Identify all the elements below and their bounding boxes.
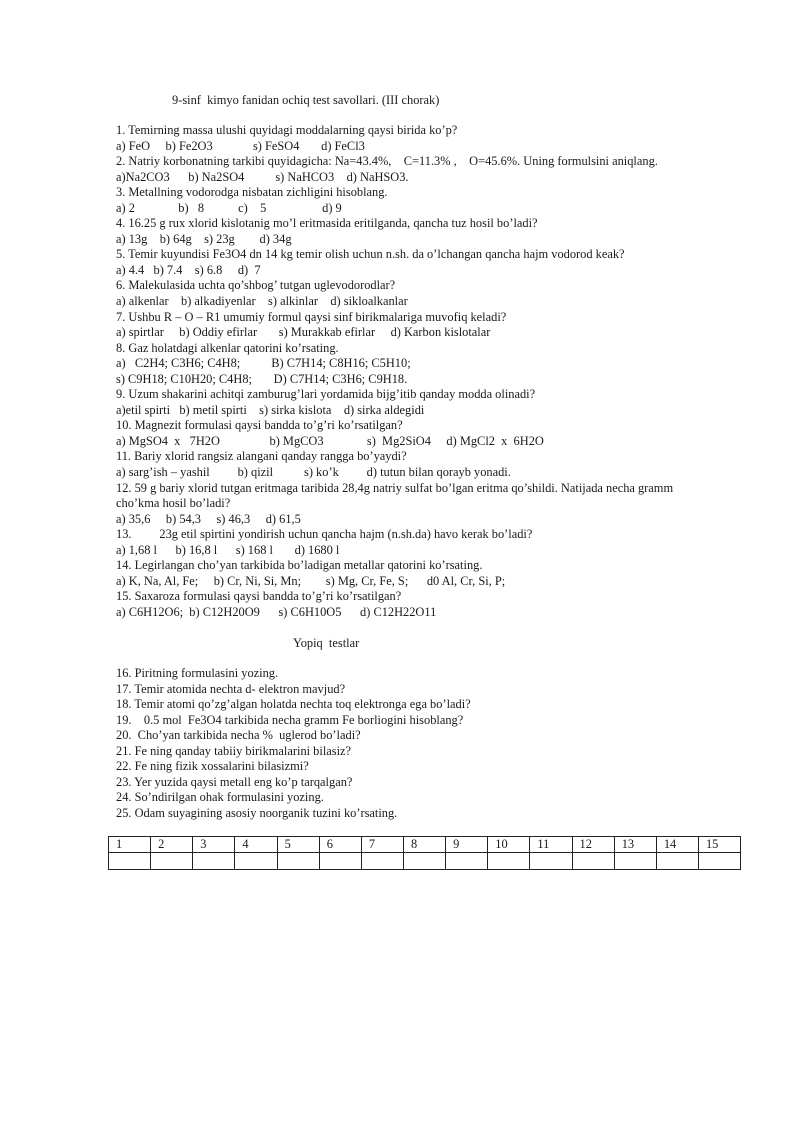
answer-cell xyxy=(530,853,572,870)
question-line: 11. Bariy xlorid rangsiz alangani qanday rangga bo’yaydi? xyxy=(116,449,407,464)
answer-options-line: a) 2 b) 8 c) 5 d) 9 xyxy=(116,200,342,215)
answer-options-line: a) 1,68 l b) 16,8 l s) 168 l d) 1680 l xyxy=(116,542,340,557)
answer-cell xyxy=(698,853,740,870)
answer-table-header-cell: 10 xyxy=(488,837,530,853)
open-question-line: 19. 0.5 mol Fe3O4 tarkibida necha gramm Fe borliogini hisoblang? xyxy=(116,712,464,727)
question-line: 6. Malekulasida uchta qo’shbog’ tutgan uglevodorodlar? xyxy=(116,278,396,293)
open-question-line: 25. Odam suyagining asosiy noorganik tuzini ko’rsating. xyxy=(116,805,398,820)
answer-cell xyxy=(614,853,656,870)
answer-table-header-cell: 14 xyxy=(656,837,698,853)
answer-cell xyxy=(572,853,614,870)
answer-options-line: a) spirtlar b) Oddiy efirlar s) Murakkab efirlar d) Karbon kislotalar xyxy=(116,325,491,340)
answer-options-line: a) sarg’ish – yashil b) qizil s) ko’k d) tutun bilan qorayb yonadi. xyxy=(116,465,511,480)
answer-cell xyxy=(277,853,319,870)
answer-options-line: a)etil spirti b) metil spirti s) sirka kislota d) sirka aldegidi xyxy=(116,402,425,417)
answer-options-line: a) 13g b) 64g s) 23g d) 34g xyxy=(116,231,292,246)
answer-table-header-cell: 8 xyxy=(403,837,445,853)
section-title: Yopiq testlar xyxy=(293,636,360,650)
open-question-line: 21. Fe ning qanday tabiiy birikmalarini bilasiz? xyxy=(116,743,352,758)
answer-table-header-cell: 3 xyxy=(193,837,235,853)
answer-table-header-cell: 6 xyxy=(319,837,361,853)
answer-options-line: a) FeO b) Fe2O3 s) FeSO4 d) FeCl3 xyxy=(116,138,365,153)
question-line: 2. Natriy korbonatning tarkibi quyidagicha: Na=43.4%, C=11.3% , O=45.6%. Uning formulsini aniqlang. xyxy=(116,154,658,169)
question-line: 5. Temir kuyundisi Fe3O4 dn 14 kg temir olish uchun n.sh. da o’lchangan qancha hajm vodorod keak? xyxy=(116,247,625,262)
open-question-line: 17. Temir atomida nechta d- elektron mavjud? xyxy=(116,681,346,696)
answer-cell xyxy=(193,853,235,870)
answer-cell xyxy=(488,853,530,870)
open-question-line: 18. Temir atomi qo’zg’algan holatda nechta toq elektronga ega bo’ladi? xyxy=(116,697,471,712)
document-title: 9-sinf kimyo fanidan ochiq test savollari. (III chorak) xyxy=(172,93,440,107)
question-line: 10. Magnezit formulasi qaysi bandda to’g’ri ko’rsatilgan? xyxy=(116,418,403,433)
answer-cell xyxy=(235,853,277,870)
answer-options-line: a) C2H4; C3H6; C4H8; B) C7H14; C8H16; C5H10; xyxy=(116,356,411,371)
answer-table-answer-row xyxy=(109,853,741,870)
answer-options-line: a) C6H12O6; b) C12H20O9 s) C6H10O5 d) C12H22O11 xyxy=(116,604,437,619)
answer-table-header-row xyxy=(109,837,741,853)
question-line: 15. Saxaroza formulasi qaysi bandda to’g’ri ko’rsatilgan? xyxy=(116,589,402,604)
answer-table xyxy=(108,836,741,870)
open-question-line: 16. Piritning formulasini yozing. xyxy=(116,666,279,680)
answer-table-header-cell: 9 xyxy=(446,837,488,853)
answer-table-header-cell: 15 xyxy=(698,837,740,853)
question-line: 3. Metallning vodorodga nisbatan zichligini hisoblang. xyxy=(116,185,388,200)
question-line: 13. 23g etil spirtini yondirish uchun qancha hajm (n.sh.da) havo kerak bo’ladi? xyxy=(116,527,533,542)
answer-options-line: a) 4.4 b) 7.4 s) 6.8 d) 7 xyxy=(116,262,261,277)
answer-cell xyxy=(403,853,445,870)
question-line: 7. Ushbu R – O – R1 umumiy formul qaysi sinf birikmalariga muvofiq keladi? xyxy=(116,309,507,324)
question-line-continued: cho’kma hosil bo’ladi? xyxy=(116,496,231,511)
answer-cell xyxy=(319,853,361,870)
answer-table-header-cell: 11 xyxy=(530,837,572,853)
answer-options-line: a) 35,6 b) 54,3 s) 46,3 d) 61,5 xyxy=(116,511,301,526)
answer-table-header-cell: 5 xyxy=(277,837,319,853)
answer-table-header-cell: 12 xyxy=(572,837,614,853)
question-line: 4. 16.25 g rux xlorid kislotanig mo’l eritmasida eritilganda, qancha tuz hosil bo’ladi? xyxy=(116,216,538,231)
open-question-line: 20. Cho’yan tarkibida necha % uglerod bo’ladi? xyxy=(116,728,361,743)
answer-table-header-cell: 4 xyxy=(235,837,277,853)
answer-cell xyxy=(361,853,403,870)
question-line: 14. Legirlangan cho’yan tarkibida bo’ladigan metallar qatorini ko’rsating. xyxy=(116,558,483,573)
answer-options-line: a) alkenlar b) alkadiyenlar s) alkinlar d) sikloalkanlar xyxy=(116,294,408,309)
answer-cell xyxy=(656,853,698,870)
question-line: 9. Uzum shakarini achitqi zamburug’lari yordamida bijg’itib qanday modda olinadi? xyxy=(116,387,536,402)
open-question-line: 23. Yer yuzida qaysi metall eng ko’p tarqalgan? xyxy=(116,774,353,789)
answer-options-line: s) C9H18; C10H20; C4H8; D) C7H14; C3H6; C9H18. xyxy=(116,371,408,386)
open-question-line: 22. Fe ning fizik xossalarini bilasizmi? xyxy=(116,759,309,774)
answer-cell xyxy=(446,853,488,870)
question-line: 8. Gaz holatdagi alkenlar qatorini ko’rsating. xyxy=(116,340,339,355)
answer-table-header-cell: 13 xyxy=(614,837,656,853)
answer-cell xyxy=(151,853,193,870)
open-question-line: 24. So’ndirilgan ohak formulasini yozing. xyxy=(116,790,324,805)
question-line: 1. Temirning massa ulushi quyidagi moddalarning qaysi birida ko’p? xyxy=(116,123,458,137)
test-questions xyxy=(116,123,756,621)
answer-table-header-cell: 7 xyxy=(361,837,403,853)
answer-cell xyxy=(109,853,151,870)
answer-table-header-cell: 2 xyxy=(151,837,193,853)
answer-options-line: a) K, Na, Al, Fe; b) Cr, Ni, Si, Mn; s) Mg, Cr, Fe, S; d0 Al, Cr, Si, P; xyxy=(116,573,506,588)
open-questions xyxy=(116,666,756,821)
question-line: 12. 59 g bariy xlorid tutgan eritmaga taribida 28,4g natriy sulfat bo’lgan eritma qo’shildi. Natijada necha gramm xyxy=(116,480,674,495)
answer-options-line: a)Na2CO3 b) Na2SO4 s) NaHCO3 d) NaHSO3. xyxy=(116,169,409,184)
answer-table-header-cell: 1 xyxy=(109,837,151,853)
answer-options-line: a) MgSO4 x 7H2O b) MgCO3 s) Mg2SiO4 d) MgCl2 x 6H2O xyxy=(116,433,544,448)
